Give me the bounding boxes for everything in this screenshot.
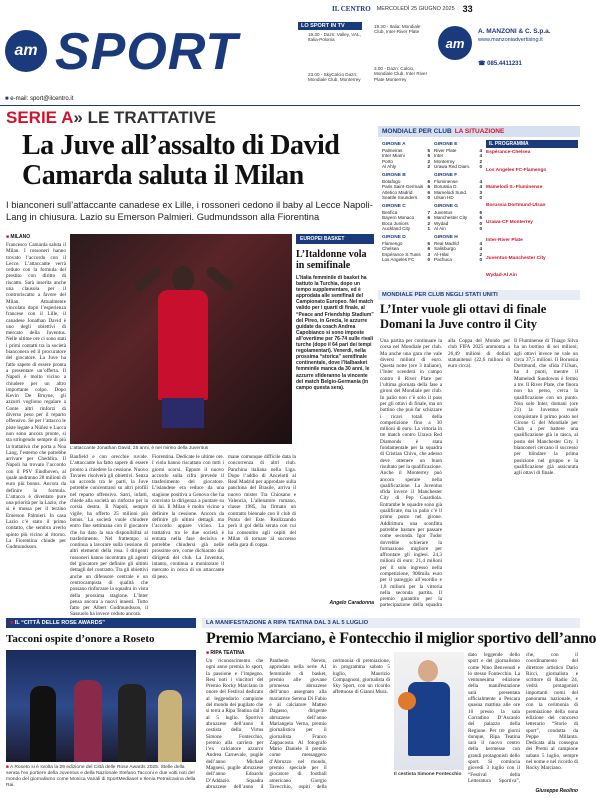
tv-item: 19.30 - Dazn: Valley, VAL, Italia-Polonia — [308, 32, 361, 43]
kicker-trattative: » LE TRATTATIVE — [73, 108, 216, 127]
program-title: IL PROGRAMMA — [486, 140, 578, 148]
main-kicker — [6, 108, 216, 128]
team-name: Manchester City — [434, 215, 468, 221]
rose-box — [6, 618, 196, 796]
team-name: Boca Juniors — [382, 220, 409, 226]
group-title: GIRONE D — [382, 234, 406, 240]
program-item: Inter-River Plate — [486, 237, 523, 243]
masthead — [0, 0, 580, 105]
basket-lead: L’Italia femminile di basket ha battuto la Turchia, dopo un tempo supplementare, ed è approdata alle semifinali del Campionato Europeo. Nel match valido per i quarti di finale, al “Peace and Friendship Stadium” del Pireo, in Grecia, le azzurre guidate da coach Andrea Capobianco si sono imposte all’overtime per 76-74 sulle rivali turche (dopo il 64 pari dei tempi regolamentari). Venerdì, nella prossima “storica” semifinale continentale, dove l’Italbasket femminile manca da 30 anni, le azzurre sfideranno la vincente del match Belgio-Germania (in campo questa sera). — [296, 275, 374, 391]
main-headline-2: Camarda saluta il Milan — [22, 160, 304, 191]
ad-phone — [478, 60, 522, 67]
mondiale-section-label: MONDIALE PER CLUB NEGLI STATI UNITI — [378, 290, 580, 300]
group-table — [382, 235, 430, 263]
team-points: 7 — [427, 209, 430, 215]
premio-body-2: dato leggende dello sport e del giornalismo come Nino Benvenuti e lo stesso Fontecchio. La ventunesima edizione della manifestazione sarà presentata ufficialmente a Pescara quasua mattina alle ore 10 presso la sala Corradino D’Ascanio del palazzo della Regione. Per tre giorni dunque, Ripa Teatina sarà il nuovo centro della kermesse con grandi protagonisti dello sport. Si comincia giovedì 3 luglio con il “Festival della Letteratura Sportiva”, che, con il coordinamento del direttore artistico Dario Ricci, giornalista e scrittore di Radio 24, vedrà protagonisti importanti nomi del panorama nazionale, e con la cerimonia di premiazione della nona edizione del concorso letterario “Storie di sport”, condotta da Peppe Millanta. Dedicata alla consegna dei Premi al campione sabato 5 luglio, sempre nel nome e nel ricordo di Rocky Marciano. — [468, 652, 579, 784]
rose-label-text: IL “CITTÀ DELLE ROSE AWARDS” — [14, 620, 106, 626]
group-row — [382, 195, 430, 201]
email-text: e-mail: sport@ilcentro.it — [10, 96, 74, 102]
ad-name: A. MANZONI & C. S.p.a. — [478, 28, 551, 35]
team-points: 6 — [427, 178, 430, 184]
team-points: 0 — [479, 164, 482, 170]
team-name: Paris Saint-Germain — [382, 184, 424, 190]
team-points: 6 — [479, 215, 482, 221]
premio-body-1: Un riconoscimento che ogni anno premia lo sport, la passione e l’impegno. Resi noti i vincitori del Premio Rocky Marciano in onore del Festival dedicato al leggendario campione del mondo dei pugilato che si terrà a Ripa Teatina dal 3 al 5 luglio. Sportivo abruzzese dell’anno il cestista della Virtus Simone Fontecchio, premio alla carriera per l’ex calciatore azzurro Andrea Carnevale, pugile dell’anno Michael Magnesi, pugile abruzzese dell’anno Edoardo D’Addazio. Squadra abruzzese dell’anno il Pantheon Nereto, approdato nella serie A1 femminile di basket, premio alle giovane promessa abruzzese dell’anno assegnato alla mariatrice Serena Di Fabio e al calciatore Matteo Dagasso, dirigente abruzzese dell’anno Mariangela Verna, premio giornalistico per il giornalista Franco Zappacosta. Al fotografo Mario Daniele il premio come messaggero d’Abruzzo nel mondo, premio speciale per il giocatore di football americano Giorgio Tavecchio, ospiti della cerimonia di premiazione, in programma sabato 5 luglio, Maurizio Compagnoni, giornalista di Sky Sport, con un ricordo affettuoso di Gianni Mura. — [206, 658, 390, 790]
byline-marker: ■ — [6, 234, 11, 240]
program-list — [486, 150, 578, 279]
tv-item: 23.00 - SkyCalcio Dazn: Mondiale Club, Monterrey — [308, 72, 361, 83]
premio-player-head — [418, 660, 438, 682]
team-points: 3 — [427, 251, 430, 257]
basket-body: mane comunque difficile data la concorrenza di altri club. Panchina italiana nella Liga. Dopo l’addio di Ancelotti al Real Madrid per approdare sulla panchina del Brasile, arriva il nuovo mister Tra Chiosano e Valencia, L’allenatore romano, classe 1985, ha firmato un contratto biennale con il club di Punta del Este. Realizzando però il gol della serata con cui ha consentito agli ospiti del Milan di tornare al successo nella gara di coppa. — [228, 454, 296, 549]
rose-caption-text: A Roseto si è svolta la 29 edizione del Città delle Rose Awards 2025. Stelle della serata l’ex portiere della Juventus e della Nazionale Stefano Tacconi e due volti noti del mondo del giornalismo come Monica Vanali di SportMediaset e Ilenia Petralcavina della Rai. — [6, 765, 196, 788]
rose-person — [74, 680, 102, 762]
rose-person — [158, 690, 182, 762]
page-number: 33 — [462, 4, 473, 14]
group-title: GIRONE F — [434, 172, 458, 178]
group-row — [434, 226, 482, 232]
team-name: Espérance S.Tunis — [382, 251, 421, 257]
program-item: Espérance-Chelsea — [486, 150, 531, 155]
email-line — [5, 96, 73, 102]
premio-photo-caption: Il cestista Simone Fontecchio — [394, 772, 462, 777]
ad-phone-number: 085.4411231 — [487, 61, 522, 67]
groups-col-left — [382, 140, 430, 266]
program-item: Mamelodi S.-Fluminense — [486, 185, 543, 191]
rose-label — [6, 618, 196, 628]
kicker-serie-a: SERIE A — [6, 108, 74, 127]
mondiale-body-2: Il Fluminense di Thiago Silva ha un bottino di sei milioni; agli ottavi invece ne vale un circa 37,5 milioni. Il Borussia Dortmund, che sfida l’Ulsan, ha 4 punti, mentre il Mamelodi Sundowns è fermo a tre. Il River Plate, che finora non ha perso, cerca la qualificazione con un punto. Non solo Inter, domani (ore 21) la Juventus vuole conquistare il primo posto nel Girone G del Mondiale per Club a per battere una qualificazione già in tasca, al posto del Manchester City. I bianconeri cercano il successo per blindare la prima posizione nel gruppo e la qualificazione già assicurata agli ottavi di finale. — [514, 338, 578, 477]
group-title: GIRONE H — [434, 234, 458, 240]
program-box — [486, 140, 578, 291]
ad-box — [430, 20, 580, 100]
basket-headline: L’Italdonne vola in semifinale — [296, 249, 367, 271]
group-table — [434, 204, 482, 232]
team-points: 5 — [427, 153, 430, 159]
team-points: 4 — [479, 240, 482, 246]
team-name: Al Ain — [434, 226, 446, 232]
program-item: Borussia Dortmund-Ulsan — [486, 202, 546, 208]
main-subhead: I bianconeri sull’attaccante canadese ex Lille, i rossoneri cedono il baby al Lecce Napoli-Lang in chiusura. Lazio su Emerson Palmieri. Gudmundsson alla Fiorentina — [6, 199, 373, 222]
rose-person — [30, 686, 56, 762]
tv-item: 3.00 - Dazn: Calcio, Mondiale Club, Inter River Plate Monterrey — [374, 66, 428, 82]
team-points: 2 — [427, 164, 430, 170]
premio-ball — [398, 692, 416, 710]
team-points: 3 — [479, 189, 482, 195]
team-name: Palmeiras — [382, 147, 403, 153]
team-points: 0 — [479, 226, 482, 232]
premio-photo — [394, 652, 464, 770]
masthead-rule — [0, 105, 580, 106]
main-body-col1: Francesco Camarda saluta il Milan. I rossoneri hanno trovato l’accordo con il Lecce. L’attaccante verrà ceduto con la formula del prestito con diritto di riscatto. Sarà inserita anche una clausola per il controriscatto a favore del Milan. Attualmente vincolato dopo l’esperienza francese con il Lille, il canadese Jonathan David è uno degli obiettivi di mercato della Juventus. Nelle ultime ore ci sono stati i primi contatti tra la società bianconera ed il procuratore del giocatore. La Juve ha fatto sapere di essere pronta a presentare un’offerta. Il Napoli è molto vicino a chiudere per un altro importante colpo. Dopo Kevin De Bruyne, gli azzurri vogliono regalare a Conte altri rinforzi di diverso peso per il reparto offensivo. Se per l’attacco le piste legate a Núñez e Lucca non sono ancora pronte, si sta stringendo sempre di più la trattativa che porta a Noa Lang, l’esterno che potrebbe arrivare per Cheddira. Il Napoli ha trovato l’accordo con il PSV Eindhoven, al quale andranno 28 milioni di euro più bonus. Ancora da definire la formula. L’attacco è diventato pure una priorità per la Lazio, che si è mossa per il terzino Emerson Palmieri. In casa Lazio c’è stato il primo contatto, che sembra averlo spinto più vicino al ritorno. La Fiorentina chiude per Gudmundsson. — [6, 242, 66, 551]
team-name: Pachuca — [434, 257, 452, 263]
team-name: Los Angeles FC — [382, 257, 415, 263]
team-name: Real Madrid — [434, 240, 459, 246]
group-table — [382, 204, 430, 232]
team-name: Porto — [382, 158, 393, 164]
team-name: Juventus — [434, 209, 453, 215]
rose-label-marker: ■ — [10, 620, 15, 626]
mondiale-banner — [378, 126, 580, 137]
premio-byline — [206, 650, 245, 656]
team-name: Inter Miami — [382, 153, 405, 159]
team-name: Wydad — [434, 220, 449, 226]
team-name: Al Ahly — [382, 164, 397, 170]
main-headline-1: La Juve all’assalto di David — [22, 130, 340, 161]
group-row — [434, 164, 482, 170]
team-points: 6 — [427, 184, 430, 190]
group-row — [382, 226, 430, 232]
groups-col-right — [434, 140, 482, 266]
program-item: Juventus-Manchester City — [486, 255, 546, 261]
team-points: 5 — [427, 147, 430, 153]
basket-label: EUROPEI BASKET — [296, 234, 374, 244]
team-name: Al-Hilal — [434, 251, 449, 257]
team-name: Seattle Sounders — [382, 195, 418, 201]
team-name: Flamengo — [382, 240, 403, 246]
group-title: GIRONE B — [382, 172, 406, 178]
team-points: 4 — [479, 153, 482, 159]
group-row — [382, 164, 430, 170]
group-row — [382, 257, 430, 263]
group-row — [434, 195, 482, 201]
premio-label: LA MANIFESTAZIONE A RIPA TEATINA DAL 3 AL 5 LUGLIO — [202, 618, 580, 628]
team-points: 2 — [479, 251, 482, 257]
team-points: 0 — [427, 257, 430, 263]
team-name: Salisburgo — [434, 246, 456, 252]
team-name: Mamelodi Sund. — [434, 189, 468, 195]
basket-signature: Angelo Caradonna — [329, 600, 374, 606]
team-points: 2 — [479, 158, 482, 164]
team-points: 6 — [479, 209, 482, 215]
main-body-col2: Banfield e con orecchie ruvide. L’attaccante ha fatto sapere di essere pronto a chiedere la cessione. Nuovo Tavares risolverà gli obiettivi. Senza un accordo tra le parti, la Juve potrebbe concentrarsi su altri profili nel reparto offensivo. Sarri, infatti, chiede alla società un rinforzo per la corsia destra. Il Napoli, sempre vigile, ha offerto 25 milioni più bonus. La società vuole chiudere entro fine settimana con il giocatore che ha dato la sua disponibilità al trasferimento. Nel frattempo si continua a lavorare sulla cessione di altri elementi della rosa. I dirigenti rossoneri hanno incontrato gli agenti del giocatore per definire gli ultimi dettagli del contratto. Tra gli obiettivi anche un difensore centrale e un centrocampista di qualità che possano rinforzare la squadra in vista della prossima stagione. L’Inter pensa ancora a nuovi innesti. Tutto fatto per Albert Gudmundsson, il Sassuolo ha invece ceduto ancora. — [70, 454, 148, 618]
ad-url: www.manzoniadvertising.it — [478, 37, 543, 43]
team-points: 6 — [427, 240, 430, 246]
group-table — [434, 235, 482, 263]
group-title: GIRONE E — [434, 142, 458, 147]
team-points: 4 — [479, 184, 482, 190]
group-table — [382, 173, 430, 201]
team-points: 0 — [479, 257, 482, 263]
rose-headline: Tacconi ospite d’onore a Roseto — [6, 633, 155, 645]
main-byline — [6, 234, 30, 240]
program-item: Los Angeles FC-Flamengo — [486, 167, 547, 173]
section-title: SPORT — [55, 23, 239, 81]
team-name: Ulsan HD — [434, 195, 454, 201]
photo-player-shorts — [162, 398, 204, 428]
team-points: 4 — [479, 246, 482, 252]
team-name: River Plate — [434, 147, 457, 153]
tv-label: LO SPORT IN TV — [298, 22, 362, 30]
team-points: 6 — [427, 246, 430, 252]
ad-logo: am — [438, 26, 472, 60]
main-photo — [70, 234, 292, 444]
premio-player-body — [408, 682, 450, 756]
team-name: Bayern Monaco — [382, 215, 415, 221]
issue-date: MERCOLEDÌ 25 GIUGNO 2025 — [376, 6, 455, 12]
main-body-col3: Fiorentina. Dedicate le ultime ore. I viola hanno riscattato con tutti i giorni scorsi. Eppure il nuovo accordo sulla cifra prevede il trasferimento del giocatore. L’islandese era reduce da una stagione positiva a Genova che ha convinto la dirigenza a puntare su di lui. Il Milan è molto vicino a definire la cessione. Ancora da definire gli ultimi dettagli ma l’accordo appare vicino. La trattativa tra le due società è entrata nella fase decisiva e potrebbe chiudersi già nelle prossime ore, come dichiarato dai dirigenti del club. La Juventus, intanto, continua a monitorare il mercato in cerca di un attaccante di peso. — [152, 454, 224, 580]
mondiale-banner-text: MONDIALE PER CLUB — [382, 128, 452, 135]
byline-text: MILANO — [10, 234, 31, 240]
group-table — [434, 142, 482, 170]
team-points: 1 — [427, 226, 430, 232]
group-title: GIRONE C — [382, 203, 406, 209]
rose-caption-marker: ■ — [6, 765, 11, 770]
team-name: Urawa Red Diam. — [434, 164, 471, 170]
team-points: 6 — [427, 189, 430, 195]
photo-player-body — [158, 290, 208, 400]
tv-box — [298, 22, 428, 96]
team-name: Borussia D. — [434, 184, 458, 190]
rose-photo — [6, 650, 196, 762]
email-icon: ■ — [5, 96, 11, 102]
main-photo-caption: L’attaccante Jonathan David, 25 anni, è nel mirino della Juventus — [70, 446, 209, 451]
team-name: Auckland City — [382, 226, 411, 232]
program-item: Wydad-Al Ain — [486, 273, 517, 279]
photo-player-arm — [133, 265, 164, 293]
premio-signature: Giuseppe Reolino — [535, 788, 578, 794]
tv-item: 19.30 - Italia: Mondiale Club, Inter-River Plate — [374, 24, 421, 35]
premio-headline: Premio Marciano, è Fontecchio il miglior sportivo dell’anno — [206, 630, 596, 647]
team-points: 4 — [479, 147, 482, 153]
team-name: Chelsea — [382, 246, 399, 252]
paper-name: IL CENTRO — [332, 5, 371, 13]
photo-player-arm — [205, 265, 236, 293]
group-table — [382, 142, 430, 170]
group-title: GIRONE G — [434, 203, 458, 209]
team-name: Inter — [434, 153, 444, 159]
team-points: 0 — [427, 195, 430, 201]
mondiale-headline: L’Inter vuole gli ottavi di finale Domani la Juve contro il City — [380, 302, 547, 331]
team-name: Monterrey — [434, 158, 455, 164]
team-points: 2 — [427, 158, 430, 164]
team-points: 2 — [427, 220, 430, 226]
rose-caption — [6, 765, 196, 789]
program-item: Urawa-CF Monterrey — [486, 220, 533, 226]
photo-player-head — [172, 266, 194, 292]
top-bar — [332, 2, 580, 16]
team-name: Benfica — [382, 209, 398, 215]
team-name: Atletico Madrid — [382, 189, 413, 195]
mondiale-body-1: Una partita per continuare la corsa nel Mondiale per club. Ma anche una gara che vale diversi milioni di euro. Questa notte (ore 3 italiane), l’Inter scenderà in campo contro il River Plate per l’ultima giornata della fase a gironi del Mondiale per club. In palio non c’è solo il pass per gli ottavi di finale, ma un bottino che può far schizzare i ricavi totali della competizione fino a 30 milioni di euro. La vittoria in tre match contro Urawa Red Diamonds è stata fondamentale per la squadra di Cristian Chivu, che adesso deve ottenere un buon risultato per la qualificazione. Anche il Monterrey può ancora sperare nella qualificazione. La Juventus sfida invece il Manchester City di Pep Guardiola. Entrambe le squadre sono già qualificate, ma in palio c’è il primo posto nel girone. Addirittura una sconfitta potrebbe bastare per passare come seconda. Igor Tudor dovrebbe schierare la formazione migliore per affrontare gli inglesi. 24,3 milioni di euro: 21,4 milioni per il solo ingresso nella competizione, 900mila euro per il pareggio all’esordio e 1,8 milioni per la vittoria nella seconda partita. Il premio garantito per la partecipazione della squadra alla Coppa del Mondo per club FIFA 2025 ammonta a 26,49 milioni di dollari statunitensi (22,6 milioni di euro circa). — [380, 338, 510, 609]
team-points: 0 — [479, 220, 482, 226]
team-name: Fluminense — [434, 178, 458, 184]
mondiale-banner-situation: LA SITUAZIONE — [454, 128, 505, 135]
brand-logo-circle: am — [5, 30, 47, 72]
team-points: 4 — [479, 178, 482, 184]
phone-icon: ☎ — [478, 61, 488, 67]
premio-byline-marker: ■ — [206, 650, 211, 656]
team-name: Botafogo — [382, 178, 401, 184]
group-table — [434, 173, 482, 201]
rose-person — [118, 684, 146, 762]
premio-byline-text: RIPA TEATINA — [210, 650, 245, 656]
team-points: 0 — [479, 195, 482, 201]
group-title: GIRONE A — [382, 142, 406, 147]
team-points: 6 — [427, 215, 430, 221]
basket-box — [296, 234, 374, 612]
group-row — [434, 257, 482, 263]
